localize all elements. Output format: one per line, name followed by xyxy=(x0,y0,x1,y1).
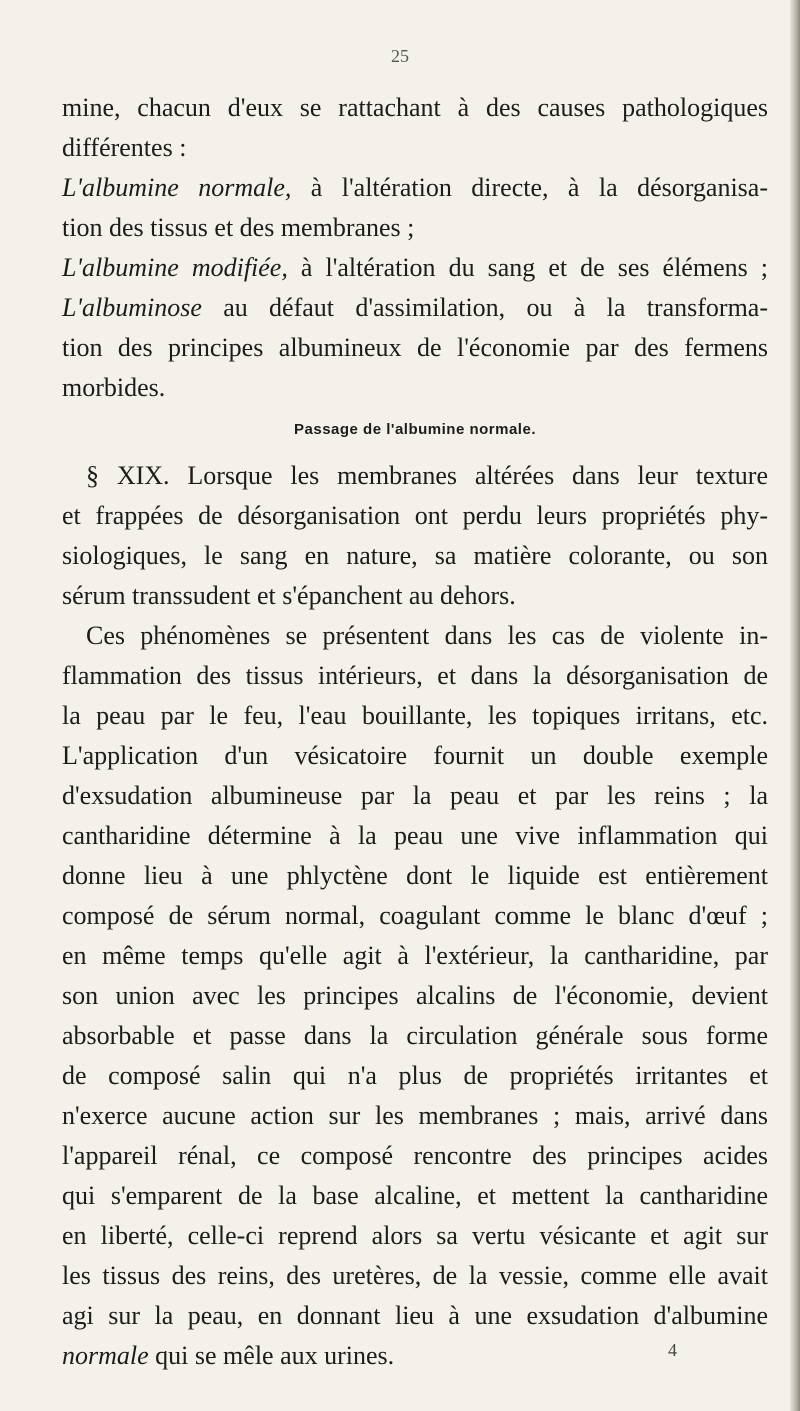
page-number: 25 xyxy=(391,46,409,66)
list-item-albuminose: L'albuminose au défaut d'assimilation, ou à la transforma- xyxy=(62,293,768,322)
text-line: cantharidine détermine à la peau une vive inflammation qui xyxy=(62,821,768,850)
paragraph-first-line: § XIX. Lorsque les membranes altérées dans leur texture xyxy=(86,461,768,490)
text-line: tion des tissus et des membranes ; xyxy=(62,213,415,242)
text-line: sérum transsudent et s'épanchent au dehors. xyxy=(62,581,516,610)
signature-mark: 4 xyxy=(668,1340,677,1360)
paragraph-first-line: Ces phénomènes se présentent dans les cas de violente in- xyxy=(86,621,768,650)
text-line: d'exsudation albumineuse par la peau et par les reins ; la xyxy=(62,781,768,810)
section-heading: Passage de l'albumine normale. xyxy=(294,421,536,438)
text-line: de composé salin qui n'a plus de propriétés irritantes et xyxy=(62,1061,768,1090)
text-line: tion des principes albumineux de l'économie par des fermens xyxy=(62,333,768,362)
text-line: donne lieu à une phlyctène dont le liquide est entièrement xyxy=(62,861,768,890)
page-edge xyxy=(790,0,800,1411)
text-line: siologiques, le sang en nature, sa matière colorante, ou son xyxy=(62,541,768,570)
term-albumine-normale: L'albumine normale, xyxy=(62,173,292,202)
text-line: qui s'emparent de la base alcaline, et mettent la cantharidine xyxy=(62,1181,768,1210)
text-line: L'application d'un vésicatoire fournit un double exemple xyxy=(62,741,768,770)
text-line: n'exerce aucune action sur les membranes ; mais, arrivé dans xyxy=(62,1101,768,1130)
text-line: son union avec les principes alcalins de l'économie, devient xyxy=(62,981,768,1010)
text-line: en liberté, celle-ci reprend alors sa vertu vésicante et agit sur xyxy=(62,1221,768,1250)
text-line: la peau par le feu, l'eau bouillante, les topiques irritans, etc. xyxy=(62,701,768,730)
page-body xyxy=(62,88,768,1376)
text-line: en même temps qu'elle agit à l'extérieur, la cantharidine, par xyxy=(62,941,768,970)
text-line: flammation des tissus intérieurs, et dans la désorganisation de xyxy=(62,661,768,690)
paragraph-last-line: normale qui se mêle aux urines. xyxy=(62,1341,395,1370)
text-line: l'appareil rénal, ce composé rencontre des principes acides xyxy=(62,1141,768,1170)
text-line: différentes : xyxy=(62,133,187,162)
text-line: composé de sérum normal, coagulant comme le blanc d'œuf ; xyxy=(62,901,768,930)
term-albumine-modifiee: L'albumine modifiée, xyxy=(62,253,288,282)
text-line: morbides. xyxy=(62,373,166,402)
text-line: absorbable et passe dans la circulation générale sous forme xyxy=(62,1021,768,1050)
term-albuminose: L'albuminose xyxy=(62,293,202,322)
text-line: et frappées de désorganisation ont perdu leurs propriétés phy- xyxy=(62,501,768,530)
text-line: mine, chacun d'eux se rattachant à des causes pathologiques xyxy=(62,93,768,122)
list-item-albumine-modifiee: L'albumine modifiée, à l'altération du sang et de ses élémens ; xyxy=(62,253,768,282)
text-line: les tissus des reins, des uretères, de la vessie, comme elle avait xyxy=(62,1261,768,1290)
text-line: agi sur la peau, en donnant lieu à une exsudation d'albumine xyxy=(62,1301,768,1330)
list-item-albumine-normale: L'albumine normale, à l'altération directe, à la désorganisa- xyxy=(62,173,768,202)
term-normale: normale xyxy=(62,1341,149,1370)
